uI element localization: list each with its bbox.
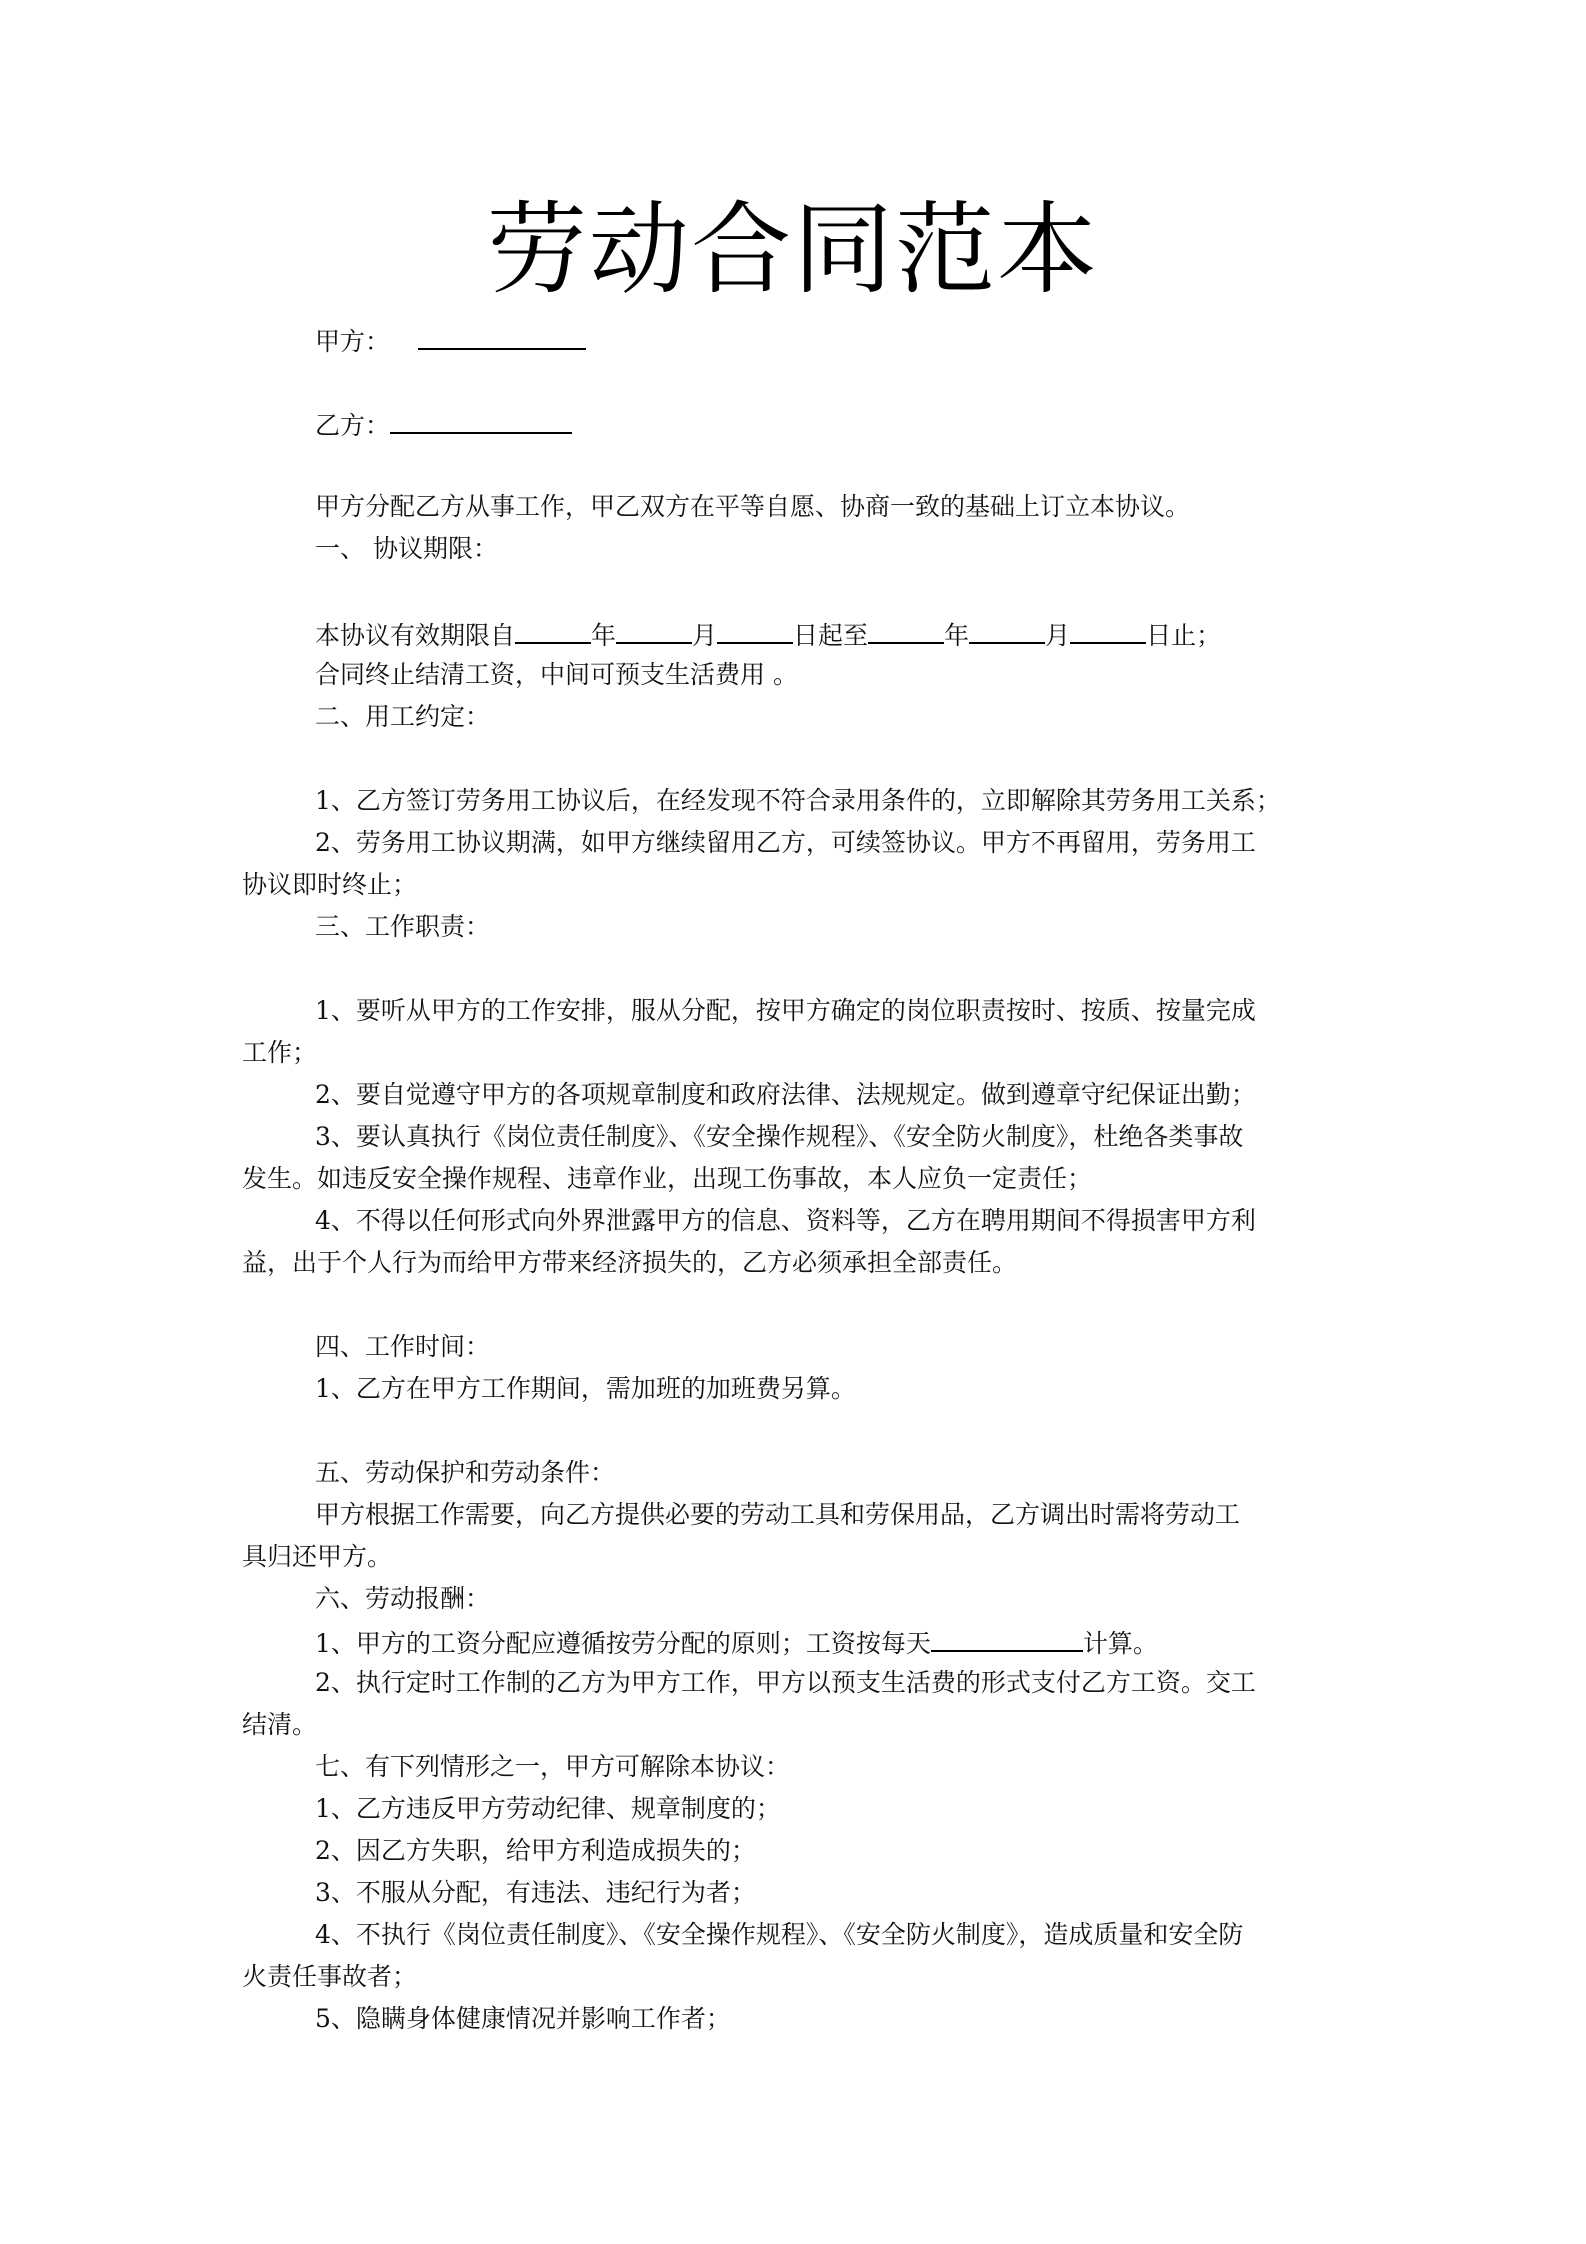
intro-text: 甲方分配乙方从事工作，甲乙双方在平等自愿、协商一致的基础上订立本协议。 [315, 492, 1191, 521]
section-3-item-4-line-2: 益，出于个人行为而给甲方带来经济损失的，乙方必须承担全部责任。 [242, 1248, 1018, 1277]
section-5-body-line-2: 具归还甲方。 [242, 1542, 393, 1571]
term-text-month-2: 月 [1045, 621, 1071, 650]
section-7-item-4-line-1: 4、不执行《岗位责任制度》、《安全操作规程》、《安全防火制度》，造成质量和安全防 [315, 1920, 1244, 1949]
section-3-heading: 三、工作职责： [315, 912, 491, 941]
section-2-item-2-line-1: 2、劳务用工协议期满，如甲方继续留用乙方，可续签协议。甲方不再留用，劳务用工 [315, 828, 1256, 857]
section-5-body-line-1: 甲方根据工作需要，向乙方提供必要的劳动工具和劳保用品，乙方调出时需将劳动工 [315, 1500, 1241, 1529]
section-3-item-3-line-2: 发生。如违反安全操作规程、违章作业，出现工伤事故，本人应负一定责任； [242, 1164, 1093, 1193]
section-2-heading: 二、用工约定： [315, 702, 491, 731]
end-year-blank[interactable] [868, 616, 944, 644]
term-text-start: 本协议有效期限自 [315, 621, 516, 650]
section-2-item-1: 1、乙方签订劳务用工协议后，在经发现不符合录用条件的，立即解除其劳务用工关系； [315, 786, 1281, 815]
start-day-blank[interactable] [717, 616, 793, 644]
section-3-item-1-line-2: 工作； [242, 1038, 318, 1067]
party-a-label: 甲方： [315, 327, 391, 356]
party-b-line [315, 406, 572, 443]
term-text-month: 月 [692, 621, 718, 650]
section-6-item-2-line-2: 结清。 [242, 1710, 318, 1739]
start-year-blank[interactable] [515, 616, 591, 644]
section-3-item-4-line-1: 4、不得以任何形式向外界泄露甲方的信息、资料等，乙方在聘用期间不得损害甲方利 [315, 1206, 1256, 1235]
section-4-heading: 四、工作时间： [315, 1332, 491, 1361]
daily-wage-blank[interactable] [931, 1624, 1083, 1652]
section-6-item-1 [315, 1624, 1158, 1661]
section-2-item-2-line-2: 协议即时终止； [242, 870, 418, 899]
wage-text-after: 计算。 [1082, 1629, 1158, 1658]
term-line [315, 616, 1221, 653]
section-1-heading: 一、 协议期限： [315, 534, 498, 563]
section-7-item-4-line-2: 火责任事故者； [242, 1962, 418, 1991]
party-b-blank[interactable] [390, 406, 572, 434]
end-day-blank[interactable] [1070, 616, 1146, 644]
party-a-line [315, 322, 586, 359]
term-text-year-2: 年 [944, 621, 970, 650]
section-3-item-1-line-1: 1、要听从甲方的工作安排，服从分配，按甲方确定的岗位职责按时、按质、按量完成 [315, 996, 1256, 1025]
end-month-blank[interactable] [969, 616, 1045, 644]
section-7-item-5: 5、隐瞒身体健康情况并影响工作者； [315, 2004, 731, 2033]
party-a-blank[interactable] [418, 322, 586, 350]
document-title: 劳动合同范本 [487, 191, 1099, 308]
start-month-blank[interactable] [616, 616, 692, 644]
settlement-text: 合同终止结清工资，中间可预支生活费用 。 [315, 660, 798, 689]
section-7-item-1: 1、乙方违反甲方劳动纪律、规章制度的； [315, 1794, 781, 1823]
section-7-item-3: 3、不服从分配，有违法、违纪行为者； [315, 1878, 756, 1907]
section-6-heading: 六、劳动报酬： [315, 1584, 491, 1613]
section-5-heading: 五、劳动保护和劳动条件： [315, 1458, 616, 1487]
section-4-item-1: 1、乙方在甲方工作期间，需加班的加班费另算。 [315, 1374, 856, 1403]
section-7-heading: 七、有下列情形之一，甲方可解除本协议： [315, 1752, 791, 1781]
term-text-to: 日起至 [793, 621, 869, 650]
section-3-item-2: 2、要自觉遵守甲方的各项规章制度和政府法律、法规规定。做到遵章守纪保证出勤； [315, 1080, 1256, 1109]
section-7-item-2: 2、因乙方失职，给甲方利造成损失的； [315, 1836, 756, 1865]
section-3-item-3-line-1: 3、要认真执行《岗位责任制度》、《安全操作规程》、《安全防火制度》，杜绝各类事故 [315, 1122, 1244, 1151]
term-text-end: 日止； [1146, 621, 1222, 650]
term-text-year: 年 [591, 621, 617, 650]
section-6-item-2-line-1: 2、执行定时工作制的乙方为甲方工作，甲方以预支生活费的形式支付乙方工资。交工 [315, 1668, 1256, 1697]
party-b-label: 乙方： [315, 411, 391, 440]
wage-text-before: 1、甲方的工资分配应遵循按劳分配的原则；工资按每天 [315, 1629, 931, 1658]
